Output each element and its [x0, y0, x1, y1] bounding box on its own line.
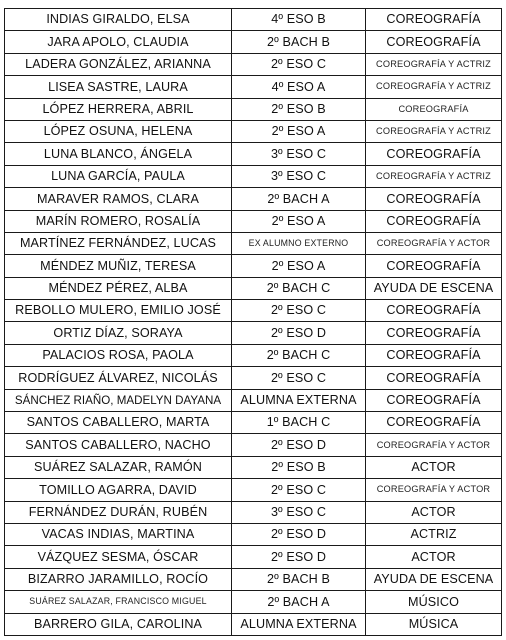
- table-row: [5, 31, 502, 53]
- course-cell: 2º ESO A: [232, 120, 366, 142]
- name-cell: SANTOS CABALLERO, NACHO: [5, 434, 232, 456]
- role-cell: COREOGRAFÍA Y ACTOR: [366, 232, 502, 254]
- table-row: [5, 546, 502, 568]
- role-cell: COREOGRAFÍA Y ACTRIZ: [366, 120, 502, 142]
- table-row: [5, 613, 502, 635]
- role-cell: COREOGRAFÍA: [366, 143, 502, 165]
- name-cell: INDIAS GIRALDO, ELSA: [5, 9, 232, 31]
- table-row: [5, 591, 502, 613]
- table-row: [5, 367, 502, 389]
- name-cell: LUNA GARCÍA, PAULA: [5, 165, 232, 187]
- name-cell: SUÁREZ SALAZAR, RAMÓN: [5, 456, 232, 478]
- name-cell: PALACIOS ROSA, PAOLA: [5, 344, 232, 366]
- name-cell: BIZARRO JARAMILLO, ROCÍO: [5, 568, 232, 590]
- role-cell: MÚSICO: [366, 591, 502, 613]
- cast-table: [4, 8, 502, 636]
- name-cell: MARTÍNEZ FERNÁNDEZ, LUCAS: [5, 232, 232, 254]
- course-cell: ALUMNA EXTERNA: [232, 613, 366, 635]
- name-cell: TOMILLO AGARRA, DAVID: [5, 479, 232, 501]
- course-cell: EX ALUMNO EXTERNO: [232, 232, 366, 254]
- role-cell: COREOGRAFÍA: [366, 367, 502, 389]
- role-cell: COREOGRAFÍA: [366, 412, 502, 434]
- course-cell: 2º BACH C: [232, 277, 366, 299]
- name-cell: SÁNCHEZ RIAÑO, MADELYN DAYANA: [5, 389, 232, 411]
- cast-sheet: [4, 8, 501, 636]
- course-cell: 2º ESO B: [232, 98, 366, 120]
- table-row: [5, 344, 502, 366]
- course-cell: 2º ESO A: [232, 210, 366, 232]
- role-cell: COREOGRAFÍA Y ACTRIZ: [366, 53, 502, 75]
- course-cell: 2º BACH C: [232, 344, 366, 366]
- role-cell: COREOGRAFÍA: [366, 255, 502, 277]
- course-cell: 2º ESO D: [232, 546, 366, 568]
- role-cell: COREOGRAFÍA Y ACTRIZ: [366, 76, 502, 98]
- role-cell: COREOGRAFÍA: [366, 389, 502, 411]
- name-cell: MÉNDEZ MUÑIZ, TERESA: [5, 255, 232, 277]
- role-cell: COREOGRAFÍA Y ACTRIZ: [366, 165, 502, 187]
- role-cell: COREOGRAFÍA Y ACTOR: [366, 434, 502, 456]
- role-cell: MÚSICA: [366, 613, 502, 635]
- table-row: [5, 255, 502, 277]
- table-row: [5, 523, 502, 545]
- table-row: [5, 120, 502, 142]
- course-cell: 2º ESO C: [232, 53, 366, 75]
- table-row: [5, 434, 502, 456]
- table-row: [5, 143, 502, 165]
- role-cell: COREOGRAFÍA: [366, 188, 502, 210]
- name-cell: MARÍN ROMERO, ROSALÍA: [5, 210, 232, 232]
- role-cell: ACTOR: [366, 456, 502, 478]
- name-cell: ORTIZ DÍAZ, SORAYA: [5, 322, 232, 344]
- table-row: [5, 188, 502, 210]
- role-cell: COREOGRAFÍA: [366, 322, 502, 344]
- course-cell: 2º ESO D: [232, 322, 366, 344]
- course-cell: 2º BACH A: [232, 591, 366, 613]
- name-cell: LÓPEZ OSUNA, HELENA: [5, 120, 232, 142]
- course-cell: ALUMNA EXTERNA: [232, 389, 366, 411]
- role-cell: COREOGRAFÍA Y ACTOR: [366, 479, 502, 501]
- role-cell: COREOGRAFÍA: [366, 344, 502, 366]
- role-cell: COREOGRAFÍA: [366, 9, 502, 31]
- course-cell: 2º ESO C: [232, 479, 366, 501]
- role-cell: ACTOR: [366, 546, 502, 568]
- table-row: [5, 456, 502, 478]
- table-row: [5, 300, 502, 322]
- table-row: [5, 277, 502, 299]
- course-cell: 4º ESO A: [232, 76, 366, 98]
- course-cell: 2º ESO D: [232, 434, 366, 456]
- name-cell: LUNA BLANCO, ÁNGELA: [5, 143, 232, 165]
- cast-table-body: [5, 9, 502, 636]
- table-row: [5, 568, 502, 590]
- role-cell: COREOGRAFÍA: [366, 98, 502, 120]
- course-cell: 3º ESO C: [232, 143, 366, 165]
- role-cell: ACTOR: [366, 501, 502, 523]
- name-cell: VÁZQUEZ SESMA, ÓSCAR: [5, 546, 232, 568]
- name-cell: JARA APOLO, CLAUDIA: [5, 31, 232, 53]
- table-row: [5, 165, 502, 187]
- role-cell: ACTRIZ: [366, 523, 502, 545]
- course-cell: 3º ESO C: [232, 501, 366, 523]
- name-cell: FERNÁNDEZ DURÁN, RUBÉN: [5, 501, 232, 523]
- table-row: [5, 9, 502, 31]
- course-cell: 4º ESO B: [232, 9, 366, 31]
- course-cell: 1º BACH C: [232, 412, 366, 434]
- name-cell: MARAVER RAMOS, CLARA: [5, 188, 232, 210]
- role-cell: AYUDA DE ESCENA: [366, 568, 502, 590]
- name-cell: SANTOS CABALLERO, MARTA: [5, 412, 232, 434]
- course-cell: 2º BACH B: [232, 568, 366, 590]
- table-row: [5, 479, 502, 501]
- role-cell: COREOGRAFÍA: [366, 210, 502, 232]
- course-cell: 3º ESO C: [232, 165, 366, 187]
- name-cell: LADERA GONZÁLEZ, ARIANNA: [5, 53, 232, 75]
- role-cell: COREOGRAFÍA: [366, 300, 502, 322]
- course-cell: 2º ESO C: [232, 300, 366, 322]
- table-row: [5, 232, 502, 254]
- role-cell: COREOGRAFÍA: [366, 31, 502, 53]
- course-cell: 2º BACH A: [232, 188, 366, 210]
- course-cell: 2º BACH B: [232, 31, 366, 53]
- course-cell: 2º ESO C: [232, 367, 366, 389]
- course-cell: 2º ESO B: [232, 456, 366, 478]
- table-row: [5, 322, 502, 344]
- table-row: [5, 412, 502, 434]
- name-cell: LISEA SASTRE, LAURA: [5, 76, 232, 98]
- table-row: [5, 501, 502, 523]
- name-cell: MÉNDEZ PÉREZ, ALBA: [5, 277, 232, 299]
- name-cell: SUÁREZ SALAZAR, FRANCISCO MIGUEL: [5, 591, 232, 613]
- course-cell: 2º ESO D: [232, 523, 366, 545]
- table-row: [5, 76, 502, 98]
- table-row: [5, 98, 502, 120]
- table-row: [5, 210, 502, 232]
- name-cell: RODRÍGUEZ ÁLVAREZ, NICOLÁS: [5, 367, 232, 389]
- name-cell: LÓPEZ HERRERA, ABRIL: [5, 98, 232, 120]
- course-cell: 2º ESO A: [232, 255, 366, 277]
- table-row: [5, 389, 502, 411]
- name-cell: VACAS INDIAS, MARTINA: [5, 523, 232, 545]
- role-cell: AYUDA DE ESCENA: [366, 277, 502, 299]
- name-cell: BARRERO GILA, CAROLINA: [5, 613, 232, 635]
- table-row: [5, 53, 502, 75]
- name-cell: REBOLLO MULERO, EMILIO JOSÉ: [5, 300, 232, 322]
